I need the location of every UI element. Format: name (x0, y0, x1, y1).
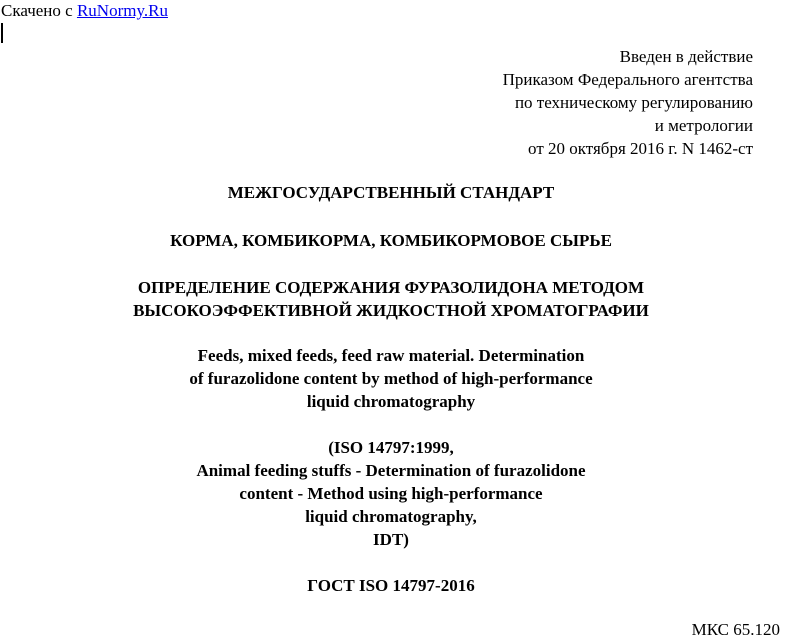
standard-type-text: МЕЖГОСУДАРСТВЕННЫЙ СТАНДАРТ (227, 183, 555, 202)
iso-reference-line: Animal feeding stuffs - Determination of furazolidone (196, 461, 586, 480)
enactment-line: по техническому регулированию (514, 93, 753, 112)
enactment-line: от 20 октября 2016 г. N 1462-ст (528, 139, 753, 158)
title-russian-line: ВЫСОКОЭФФЕКТИВНОЙ ЖИДКОСТНОЙ ХРОМАТОГРАФИИ (133, 301, 649, 320)
enactment-line: Введен в действие (619, 47, 753, 66)
iso-reference-line: (ISO 14797:1999, (328, 438, 454, 457)
download-prefix: Скачено с (1, 1, 77, 20)
gost-number (0, 574, 782, 597)
title-russian (0, 276, 782, 322)
title-russian-line: ОПРЕДЕЛЕНИЕ СОДЕРЖАНИЯ ФУРАЗОЛИДОНА МЕТОДОМ (137, 278, 645, 297)
text-cursor (1, 23, 3, 43)
title-english-line: of furazolidone content by method of high-performance (189, 369, 593, 388)
subject-heading (0, 229, 782, 252)
enactment-line: Приказом Федерального агентства (502, 70, 753, 89)
iso-reference-line: liquid chromatography, (305, 507, 477, 526)
subject-text: КОРМА, КОМБИКОРМА, КОМБИКОРМОВОЕ СЫРЬЕ (170, 231, 612, 250)
enactment-note (503, 45, 753, 160)
standard-type (0, 181, 782, 204)
title-english-line: liquid chromatography (306, 392, 476, 411)
gost-number-text: ГОСТ ISO 14797-2016 (307, 576, 475, 595)
iso-reference-line: content - Method using high-performance (239, 484, 543, 503)
iso-reference (0, 436, 782, 551)
mks-code: МКС 65.120 (691, 620, 780, 639)
iso-reference-line: IDT) (373, 530, 409, 549)
title-english-line: Feeds, mixed feeds, feed raw material. Determination (197, 346, 585, 365)
download-source-line (1, 1, 168, 21)
title-english (0, 344, 782, 413)
enactment-line: и метрологии (654, 116, 753, 135)
runormy-link[interactable]: RuNormy.Ru (76, 1, 168, 20)
